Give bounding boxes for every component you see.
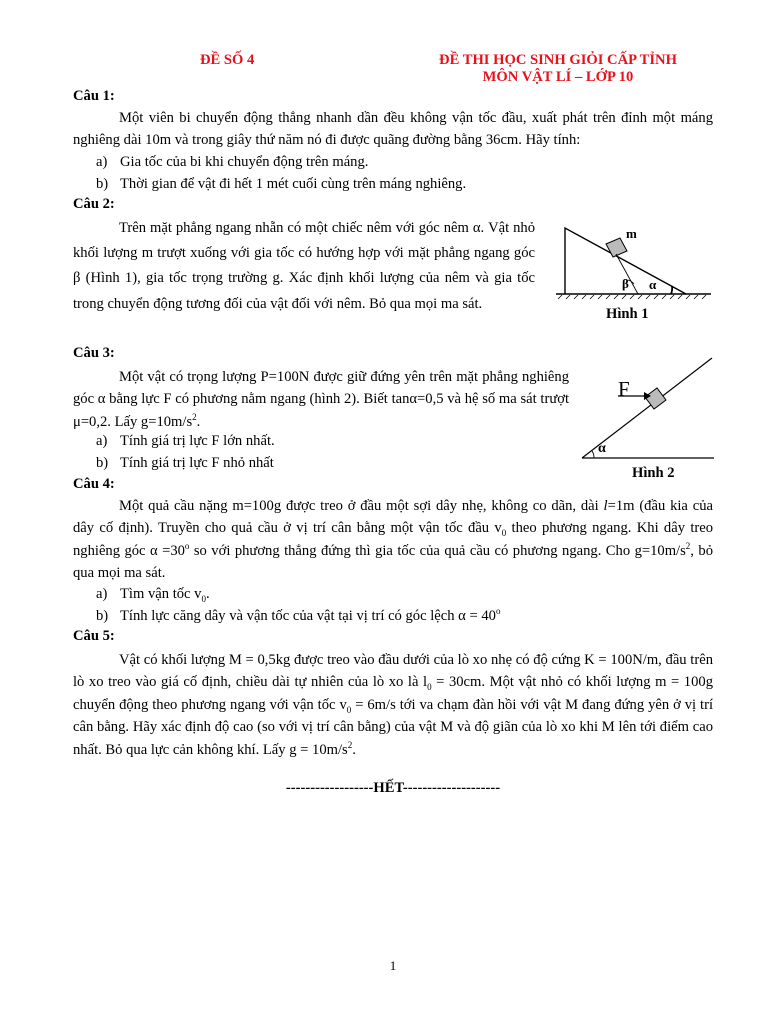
- figure-2-caption: Hình 2: [632, 465, 675, 481]
- q5-label: Câu 5:: [73, 628, 115, 644]
- q5-text: Vật có khối lượng M = 0,5kg được treo vào đầu dưới của lò xo nhẹ có độ cứng K = 100N/m, đầu trên lò xo treo vào giá cố định, chiều dài tự nhiên của lò xo là $l_0 = 30cm$. Một vật nhỏ có khối lượng m = 100g chuyển động theo phương ngang với vận tốc $v_0 = 6m/s$ tới va chạm đàn hồi với vật M đang đứng yên ở vị trí cân bằng. Hãy xác định độ cao (so với vị trí cân bằng) của vật M và độ giãn của lò xo khi M lên tới điểm cao nhất. Bỏ qua lực cản không khí. Lấy $g = 10m/s^2$.: [73, 652, 714, 758]
- q1-item-b-label: b): [96, 176, 109, 192]
- figure-2-incline: [578, 352, 718, 464]
- page-number: 1: [389, 958, 397, 973]
- q1-item-b-text: Thời gian để vật đi hết 1 mét cuối cùng trên máng nghiêng.: [120, 176, 467, 192]
- q3-label: Câu 3:: [73, 345, 115, 361]
- q1-item-a-text: Gia tốc của bi khi chuyển động trên máng.: [120, 154, 369, 170]
- q4-item-b-label: b): [96, 608, 109, 624]
- q1-item-a: [96, 151, 368, 173]
- q1-label: Câu 1:: [73, 88, 115, 104]
- figure-2-block: [645, 388, 666, 409]
- q3-text: Một vật có trọng lượng P=100N được giữ đứng yên trên mặt phẳng nghiêng góc α bằng lực F có phương nằm ngang (hình 2). Biết tanα=0,5 và hệ số ma sát trượt μ=0,2. Lấy $g=10m/s^2$.: [73, 369, 569, 430]
- q3-item-a-text: Tính giá trị lực F lớn nhất.: [120, 433, 275, 449]
- q3-item-a: [96, 430, 275, 452]
- q4-item-b: b) Tính lực căng dây và vận tốc của vật tại vị trí có góc lệch $\alpha = 40^o$: [96, 605, 500, 627]
- q1-text: Một viên bi chuyển động thẳng nhanh dần đều không vận tốc đầu, xuất phát trên đỉnh một máng nghiêng dài 10m và trong giây thứ năm nó đi được quãng đường bằng 36cm. Hãy tính:: [73, 110, 713, 149]
- exam-title: [380, 52, 736, 86]
- q3-item-b: [96, 452, 274, 474]
- figure-2-force-label: F: [618, 377, 630, 401]
- figure-1-alpha-label: α: [649, 277, 657, 292]
- q4-label: Câu 4:: [73, 476, 115, 492]
- q2-label: Câu 2:: [73, 196, 115, 212]
- q4-text: Một quả cầu nặng m=100g được treo ở đầu một sợi dây nhẹ, không co dãn, dài l=1m (đầu kia của dây cố định). Truyền cho quả cầu ở vị trí cân bằng một vận tốc đầu $v_0$ theo phương ngang. Khi dây treo nghiêng góc $\alpha =30^o$ so với phương thẳng đứng thì gia tốc của quả cầu có phương ngang. Cho $g=10m/s^2$, bỏ qua mọi ma sát.: [73, 498, 714, 582]
- exam-number: ĐỀ SỐ 4: [200, 52, 255, 68]
- end-marker: ------------------HẾT--------------------: [285, 780, 501, 796]
- exam-title-line2: MÔN VẬT LÍ – LỚP 10: [482, 69, 634, 85]
- q2-text: Trên mặt phẳng ngang nhẵn có một chiếc nêm với góc nêm α. Vật nhỏ khối lượng m trượt xuống với gia tốc có hướng hợp với mặt phẳng ngang góc β (Hình 1), gia tốc trọng trường g. Xác định khối lượng của nêm và gia tốc trong chuyển động tương đối của vật đối với nêm. Bỏ qua mọi ma sát.: [73, 220, 535, 312]
- figure-2-alpha-label: α: [598, 441, 606, 456]
- q1-item-b: [96, 173, 466, 195]
- q3-item-a-label: a): [96, 433, 108, 449]
- q4-item-a-label: a): [96, 586, 108, 602]
- exam-title-line1: ĐỀ THI HỌC SINH GIỎI CẤP TỈNH: [439, 52, 677, 68]
- figure-1-mass-label: m: [626, 226, 637, 241]
- q1-item-a-label: a): [96, 154, 108, 170]
- figure-1-caption: Hình 1: [606, 306, 649, 322]
- q3-item-b-text: Tính giá trị lực F nhỏ nhất: [120, 455, 274, 471]
- q3-item-b-label: b): [96, 455, 109, 471]
- figure-1-beta-label: β: [622, 276, 629, 291]
- figure-1-wedge: [548, 218, 716, 302]
- q4-item-a: a) Tìm vận tốc $v_0$.: [96, 583, 210, 605]
